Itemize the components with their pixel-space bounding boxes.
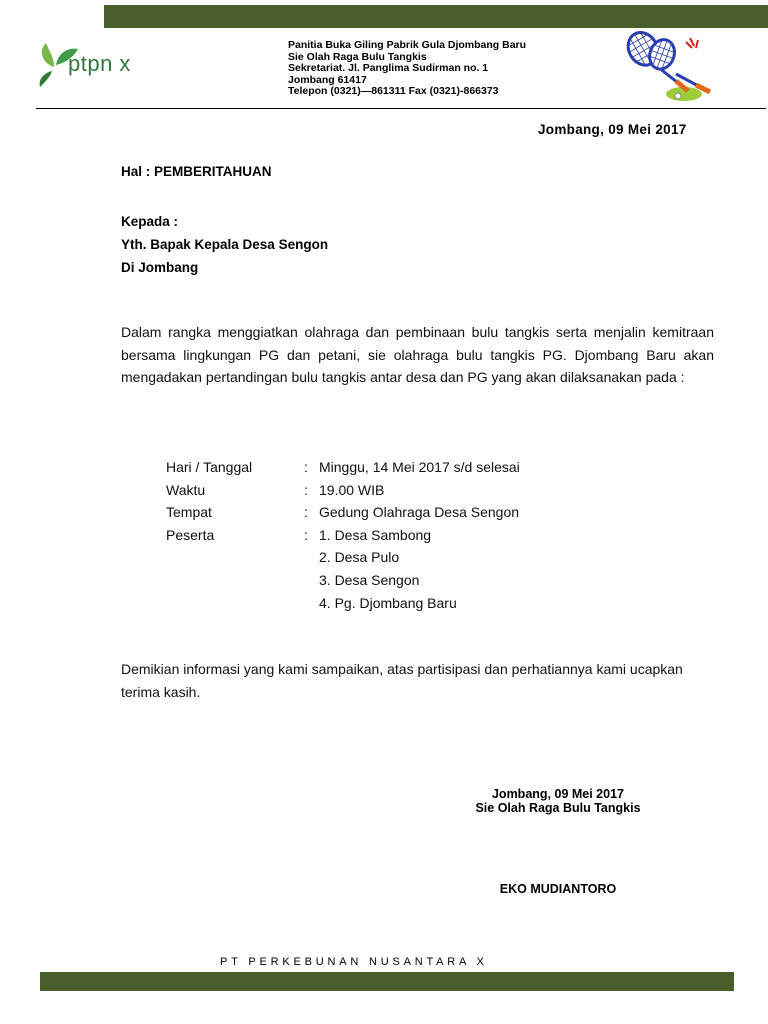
letterhead-line: Sekretariat. Jl. Panglima Sudirman no. 1 bbox=[288, 62, 489, 74]
signature-block bbox=[440, 787, 676, 815]
footer-bar bbox=[40, 972, 734, 991]
letterhead-line: Sie Olah Raga Bulu Tangkis bbox=[288, 50, 427, 63]
detail-colon bbox=[304, 569, 319, 592]
ptpn-logo bbox=[32, 37, 148, 89]
body-paragraph: Dalam rangka menggiatkan olahraga dan pembinaan bulu tangkis serta menjalin kemitraan bersama lingkungan PG dan petani, sie olahraga bulu tangkis PG. Djombang Baru akan mengadakan pertandingan bulu tangkis antar desa dan PG yang akan dilaksanakan pada : bbox=[121, 324, 714, 385]
letter-subject: Hal : PEMBERITAHUAN bbox=[121, 164, 272, 179]
detail-value: 3. Desa Sengon bbox=[319, 571, 420, 588]
recipient-name: Yth. Bapak Kepala Desa Sengon bbox=[121, 237, 329, 252]
detail-row bbox=[166, 456, 520, 479]
signature-organization: Sie Olah Raga Bulu Tangkis bbox=[475, 801, 641, 815]
header-divider bbox=[36, 108, 766, 109]
detail-value: 4. Pg. Djombang Baru bbox=[319, 594, 457, 611]
letterhead-line: Telepon (0321)—861311 Fax (0321)-866373 bbox=[288, 85, 499, 97]
closing-paragraph: Demikian informasi yang kami sampaikan, atas partisipasi dan perhatiannya kami ucapkan terima kasih. bbox=[121, 661, 683, 700]
detail-label bbox=[166, 592, 304, 615]
signer-name: EKO MUDIANTORO bbox=[499, 882, 617, 896]
detail-colon: : bbox=[304, 459, 308, 475]
detail-value: 1. Desa Sambong bbox=[319, 526, 432, 543]
detail-colon: : bbox=[304, 504, 308, 521]
detail-label bbox=[166, 546, 304, 569]
detail-label: Peserta bbox=[166, 526, 215, 543]
detail-colon bbox=[304, 546, 319, 569]
detail-value: 19.00 WIB bbox=[319, 481, 385, 498]
recipient-label: Kepada : bbox=[121, 214, 179, 229]
recipient-location: Di Jombang bbox=[121, 260, 199, 275]
signature-date: Jombang, 09 Mei 2017 bbox=[491, 787, 624, 801]
detail-colon bbox=[304, 592, 319, 615]
detail-row bbox=[166, 479, 520, 502]
footer-company: PT PERKEBUNAN NUSANTARA X bbox=[220, 956, 488, 968]
detail-row bbox=[166, 592, 520, 615]
detail-row bbox=[166, 501, 520, 524]
detail-label: Hari / Tanggal bbox=[166, 459, 253, 475]
recipient-block bbox=[121, 210, 328, 279]
letterhead-line: Panitia Buka Giling Pabrik Gula Djombang Baru bbox=[288, 39, 527, 51]
letterhead-line: Jombang 61417 bbox=[288, 73, 367, 86]
badminton-racket-icon bbox=[620, 30, 718, 104]
logo-text: ptpn x bbox=[68, 51, 131, 76]
detail-value: 2. Desa Pulo bbox=[319, 549, 400, 566]
detail-colon: : bbox=[304, 526, 308, 543]
detail-colon: : bbox=[304, 481, 308, 498]
event-details bbox=[166, 456, 520, 614]
detail-label bbox=[166, 569, 304, 592]
detail-row bbox=[166, 569, 520, 592]
detail-row bbox=[166, 524, 520, 547]
detail-label: Waktu bbox=[166, 481, 206, 498]
detail-value: Minggu, 14 Mei 2017 s/d selesai bbox=[319, 459, 520, 475]
letter-date: Jombang, 09 Mei 2017 bbox=[538, 122, 687, 137]
letterhead bbox=[288, 40, 526, 98]
detail-label: Tempat bbox=[166, 504, 212, 521]
header-bar bbox=[104, 5, 768, 28]
detail-row bbox=[166, 546, 520, 569]
detail-value: Gedung Olahraga Desa Sengon bbox=[319, 504, 520, 521]
